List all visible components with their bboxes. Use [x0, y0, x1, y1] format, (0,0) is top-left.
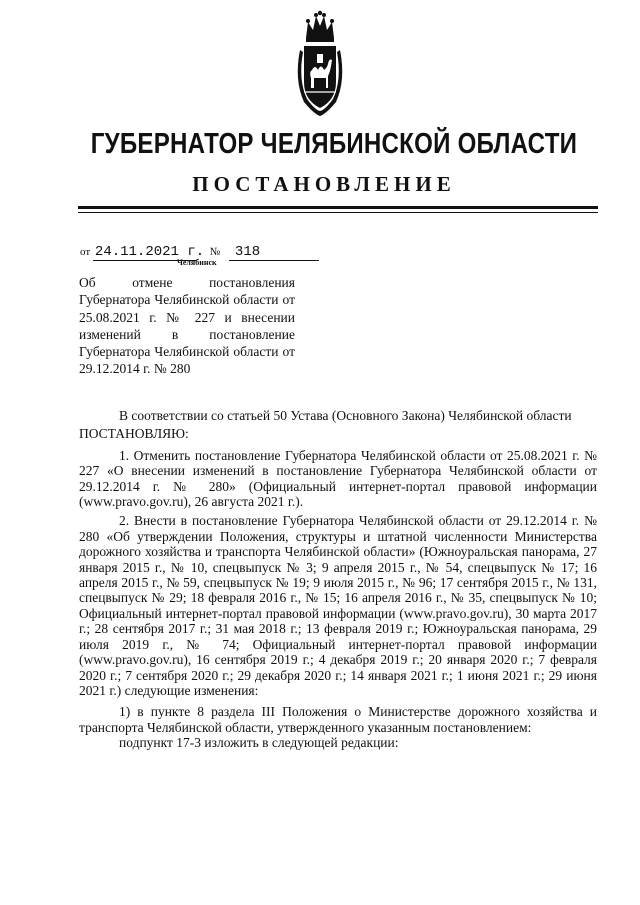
coat-of-arms-icon [294, 10, 346, 120]
document-date: 24.11.2021 г. [94, 244, 205, 260]
item-1-paragraph: 1. Отменить постановление Губернатора Челябинской области от 25.08.2021 г. № 227 «О внесении изменений в постановление Губернатора Челябинской области от 29.12.2014 г. № 280» (Официальный интернет-портал правовой информации (www.pravo.gov.ru), 26 августа 2021 г.). [79, 447, 597, 510]
date-prefix: от [80, 246, 91, 258]
header-rule-thick [78, 206, 598, 209]
subitem-1-text: подпункт 17-3 изложить в следующей редакции: [119, 735, 399, 751]
item-2-paragraph: 2. Внести в постановление Губернатора Челябинской области от 29.12.2014 г. № 280 «Об утверждении Положения, структуры и штатной численности Министерства дорожного хозяйства и транспорта Челябинской области» (Южноуральская панорама, 27 января 2015 г., № 10, спецвыпуск № 3; 9 апреля 2015 г., № 54, спецвыпуск № 17; 16 апреля 2015 г., № 59, спецвыпуск № 19; 9 июля 2015 г., № 96; 17 сентября 2015 г., № 131, спецвыпуск № 29; 18 февраля 2016 г., № 15; 16 апреля 2016 г., № 35, спецвыпуск № 10; Официальный интернет-портал правовой информации (www.pravo.gov.ru), 30 марта 2017 г.; 28 сентября 2017 г.; 31 мая 2018 г.; 13 февраля 2019 г.; Южноуральская панорама, 29 июля 2019 г., № 74; Официальный интернет-портал правовой информации (www.pravo.gov.ru), 16 сентября 2019 г.; 4 декабря 2019 г.; 20 января 2020 г.; 7 февраля 2020 г.; 7 сентября 2020 г.; 29 декабря 2020 г.; 14 января 2021 г.; 1 июня 2021 г.; 29 июня 2021 г.) следующие изменения: [79, 513, 597, 698]
decree-word: ПОСТАНОВЛЯЮ: [79, 426, 189, 442]
number-prefix: № [209, 246, 221, 258]
document-subject: Об отмене постановления Губернатора Челябинской области от 25.08.2021 г. № 227 и внесении изменений в постановление Губернатора Челябинской области от 29.12.2014 г. № 280 [79, 275, 295, 377]
document-body [79, 408, 597, 751]
header-title: ГУБЕРНАТОР ЧЕЛЯБИНСКОЙ ОБЛАСТИ [90, 128, 578, 160]
coat-of-arms-emblem [294, 10, 346, 120]
header-rule-thin [78, 212, 598, 213]
document-type-title: ПОСТАНОВЛЕНИЕ [192, 172, 456, 196]
subitem-1-paragraph: 1) в пункте 8 раздела III Положения о Министерстве дорожного хозяйства и транспорта Челябинской области, утвержденного указанным постановлением: [79, 704, 597, 735]
city-label: Челябинск [177, 258, 217, 267]
document-number: 318 [229, 244, 319, 261]
preamble-paragraph: В соответствии со статьей 50 Устава (Основного Закона) Челябинской области [119, 408, 572, 423]
